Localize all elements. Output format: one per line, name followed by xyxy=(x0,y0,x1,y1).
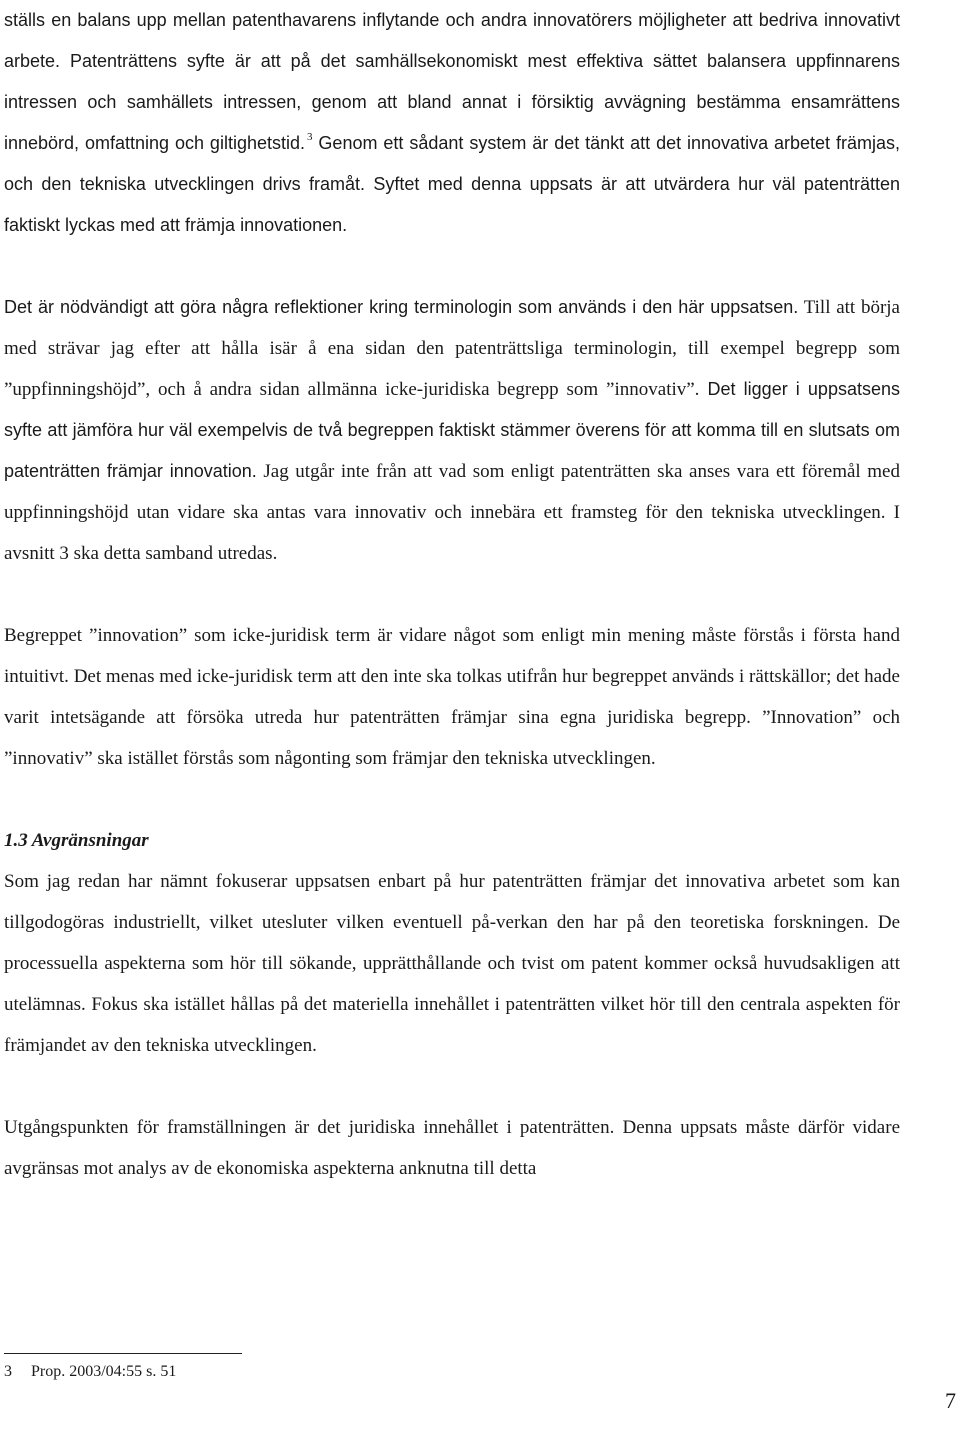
footnote-reference[interactable]: 3 xyxy=(307,131,313,143)
paragraph-text: Det ligger i uppsatsens syfte att jämföra hur väl exempelvis de två begreppen faktiskt stämmer överens för att komma till en slutsats om patenträtten främjar innovation. xyxy=(4,379,900,481)
paragraph-delimitations xyxy=(4,861,900,1066)
footnote-number: 3 xyxy=(4,1363,12,1380)
paragraph-starting-point xyxy=(4,1107,900,1189)
paragraph-text: Det är nödvändigt att göra några reflektioner kring terminologin som används i den här uppsatsen. xyxy=(4,297,799,317)
document-page xyxy=(4,0,900,1189)
paragraph-text: ställs en balans upp mellan patenthavarens inflytande och andra innovatörers möjligheter att bedriva innovativt arbete. Patenträttens syfte är att på det samhällsekonomiskt mest effektiva sättet balansera uppfinnarens intressen och samhällets intressen, genom att bland annat i försiktig avvägning bestämma ensamrättens innebörd, omfattning och giltighetstid. xyxy=(4,10,900,153)
footnote-separator xyxy=(4,1353,242,1354)
section-heading: 1.3 Avgränsningar xyxy=(4,830,149,851)
paragraph-gap xyxy=(4,574,900,615)
page-number: 7 xyxy=(945,1388,956,1413)
paragraph-gap xyxy=(4,246,900,287)
footnote xyxy=(4,1361,176,1383)
paragraph-balance-purpose xyxy=(4,0,900,246)
paragraph-gap xyxy=(4,779,900,820)
paragraph-text: Begreppet ”innovation” som icke-juridisk term är vidare något som enligt min mening måste förstås i första hand intuitivt. Det menas med icke-juridisk term att den inte ska tolkas utifrån hur begreppet används i rättskällor; det hade varit intetsägande att försöka utreda hur patenträtten främjar sina egna juridiska begrepp. ”Innovation” och ”innovativ” ska istället förstås som någonting som främjar den tekniska utvecklingen. xyxy=(4,625,900,769)
paragraph-innovation-concept xyxy=(4,615,900,779)
paragraph-terminology xyxy=(4,287,900,574)
paragraph-gap xyxy=(4,1066,900,1107)
paragraph-text: Jag utgår inte från att vad som enligt patenträtten ska anses vara ett föremål med uppfinningshöjd utan vidare ska antas vara innovativ och innebära ett framsteg för den tekniska utvecklingen. I avsnitt 3 ska detta samband utredas. xyxy=(4,461,900,564)
paragraph-text: Som jag redan har nämnt fokuserar uppsatsen enbart på hur patenträtten främjar det innovativa arbetet som kan tillgodogöras industriellt, vilket utesluter vilken eventuell på-verkan den har på den teoretiska forskningen. De processuella aspekterna som hör till sökande, upprätthållande och tvist om patent kommer också huvudsakligen att utelämnas. Fokus ska istället hållas på det materiella innehållet i patenträtten vilket hör till den centrala aspekten för främjandet av den tekniska utvecklingen. xyxy=(4,871,900,1056)
paragraph-text: Till att börja med strävar jag efter att hålla isär å ena sidan den patenträttsliga terminologin, till exempel begrepp som ”uppfinningshöjd”, och å andra sidan allmänna icke-juridiska begrepp som ”innovativ”. xyxy=(4,297,900,400)
paragraph-text: Genom ett sådant system är det tänkt att det innovativa arbetet främjas, och den tekniska utvecklingen drivs framåt. Syftet med denna uppsats är att utvärdera hur väl patenträtten faktiskt lyckas med att främja innovationen. xyxy=(4,133,901,235)
paragraph-text: Utgångspunkten för framställningen är det juridiska innehållet i patenträtten. Denna uppsats måste därför vidare avgränsas mot analys av de ekonomiska aspekterna anknutna till detta xyxy=(4,1117,900,1179)
footnote-text: Prop. 2003/04:55 s. 51 xyxy=(31,1363,177,1380)
